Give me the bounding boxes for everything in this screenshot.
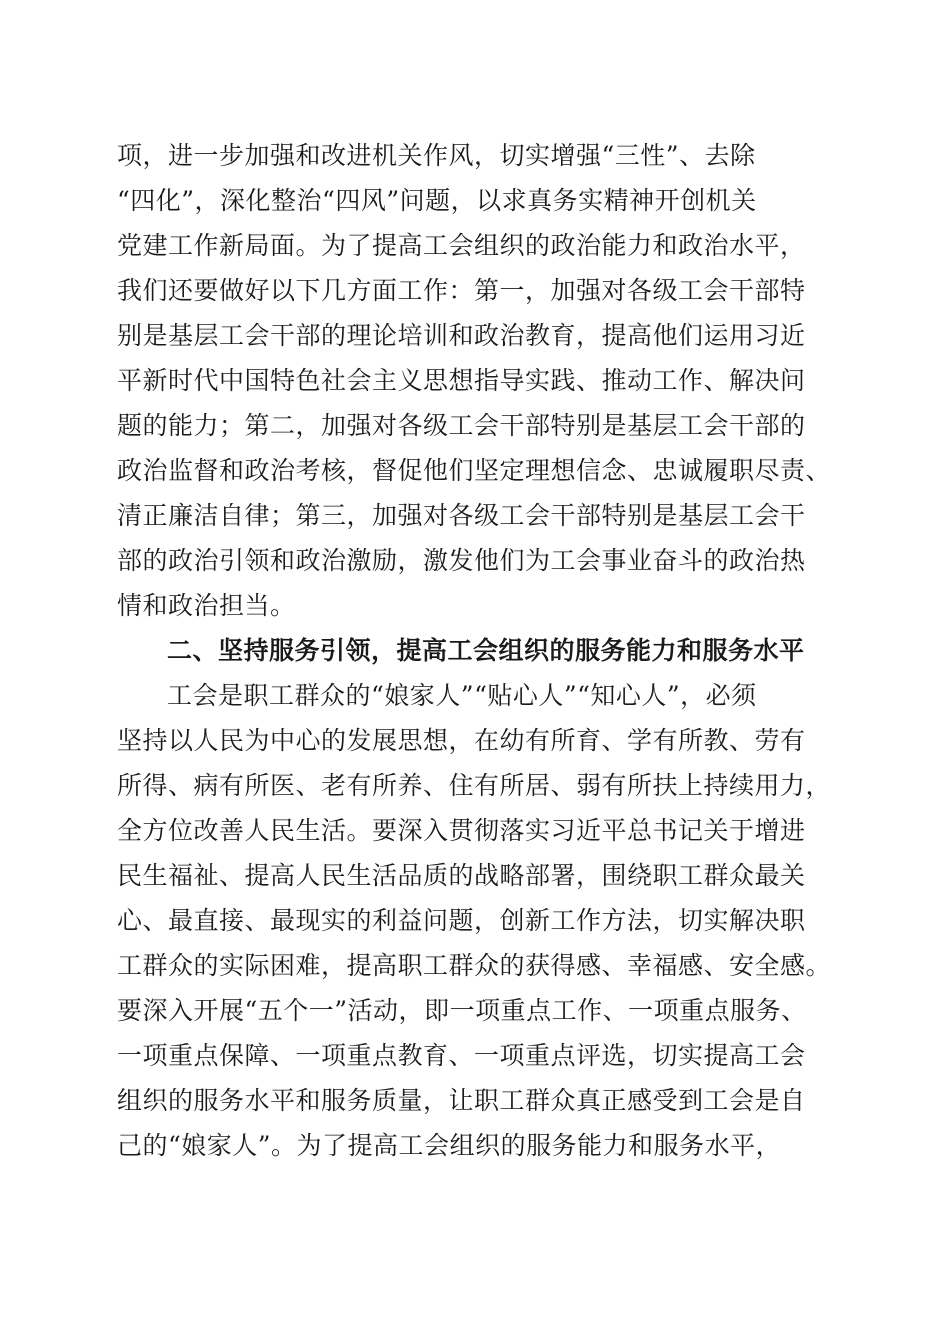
text-line: 别是基层工会干部的理论培训和政治教育，提高他们运用习近: [117, 321, 806, 350]
text-line: 项，进一步加强和改进机关作风，切实增强“三性”、去除: [117, 141, 756, 170]
text-line: 政治监督和政治考核，督促他们坚定理想信念、忠诚履职尽责、: [117, 456, 832, 485]
text-line: 要深入开展“五个一”活动，即一项重点工作、一项重点服务、: [117, 996, 807, 1025]
text-line: 我们还要做好以下几方面工作：第一，加强对各级工会干部特: [117, 276, 806, 305]
text-line: 情和政治担当。: [117, 591, 296, 620]
text-line: 清正廉洁自律；第三，加强对各级工会干部特别是基层工会干: [117, 501, 806, 530]
text-line: 组织的服务水平和服务质量，让职工群众真正感受到工会是自: [117, 1086, 806, 1115]
text-line: 全方位改善人民生活。要深入贯彻落实习近平总书记关于增进: [117, 816, 806, 845]
text-line: 题的能力；第二，加强对各级工会干部特别是基层工会干部的: [117, 411, 806, 440]
text-line: 己的“娘家人”。为了提高工会组织的服务能力和服务水平，: [117, 1131, 782, 1160]
text-line: “四化”，深化整治“四风”问题，以求真务实精神开创机关: [117, 186, 757, 215]
text-line: 工群众的实际困难，提高职工群众的获得感、幸福感、安全感。: [117, 951, 832, 980]
text-line: 所得、病有所医、老有所养、住有所居、弱有所扶上持续用力，: [117, 771, 832, 800]
text-line: 心、最直接、最现实的利益问题，创新工作方法，切实解决职: [117, 906, 806, 935]
text-line: 民生福祉、提高人民生活品质的战略部署，围绕职工群众最关: [117, 861, 806, 890]
text-line: 一项重点保障、一项重点教育、一项重点评选，切实提高工会: [117, 1041, 806, 1070]
section-heading: 二、坚持服务引领，提高工会组织的服务能力和服务水平: [167, 636, 805, 665]
text-line: 平新时代中国特色社会主义思想指导实践、推动工作、解决问: [117, 366, 806, 395]
text-line: 部的政治引领和政治激励，激发他们为工会事业奋斗的政治热: [117, 546, 806, 575]
text-line: 坚持以人民为中心的发展思想，在幼有所育、学有所教、劳有: [117, 726, 806, 755]
text-line: 工会是职工群众的“娘家人”“贴心人”“知心人”，必须: [167, 681, 757, 710]
text-line: 党建工作新局面。为了提高工会组织的政治能力和政治水平，: [117, 231, 806, 260]
